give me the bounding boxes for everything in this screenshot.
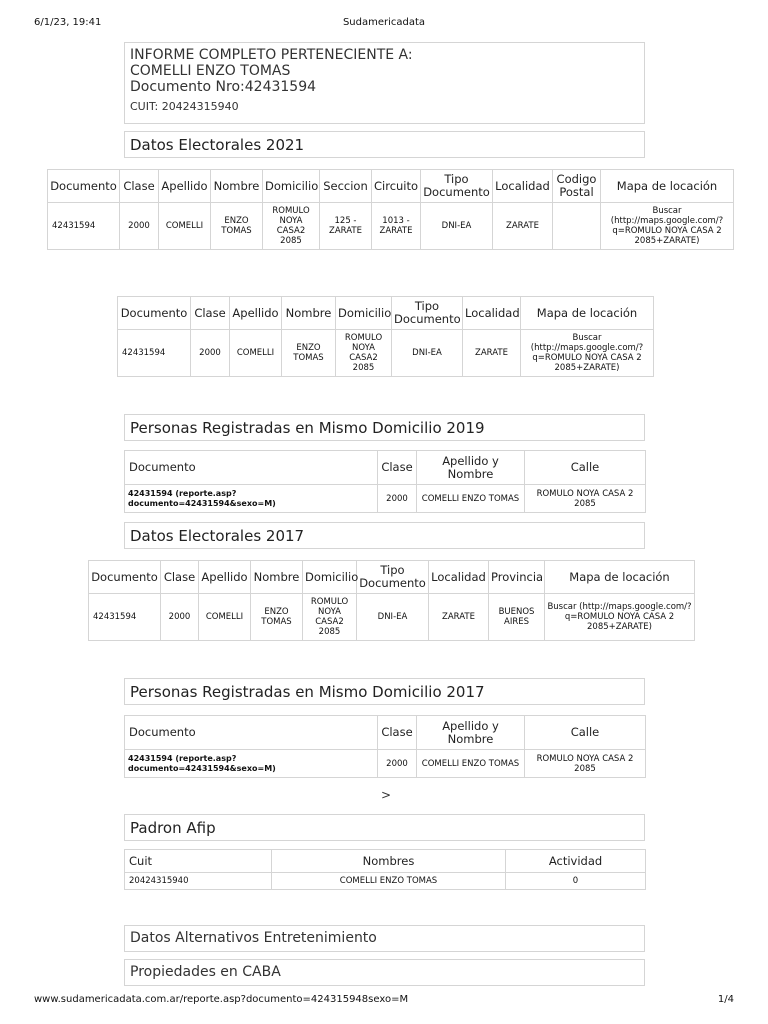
table-header-row xyxy=(125,716,646,750)
column-header: Tipo Documento xyxy=(421,170,493,203)
cell-localidad: ZARATE xyxy=(463,330,521,377)
cell-documento: 42431594 xyxy=(48,203,120,250)
table-header-row xyxy=(125,451,646,485)
column-header: Nombre xyxy=(282,297,336,330)
cell-calle: ROMULO NOYA CASA 2 2085 xyxy=(525,750,646,778)
cell-documento: 42431594 xyxy=(118,330,191,377)
map-search-link[interactable]: Buscar (http://maps.google.com/?q=ROMULO NOYA CASA 2 2085+ZARATE) xyxy=(545,594,695,641)
table-header-row xyxy=(89,561,695,594)
cell-clase: 2000 xyxy=(378,485,417,513)
cell-nombre: ENZO TOMAS xyxy=(251,594,303,641)
column-header: Mapa de locación xyxy=(601,170,734,203)
section-title-datos-alternativos[interactable]: Datos Alternativos Entretenimiento xyxy=(124,925,645,952)
cell-nombre: COMELLI ENZO TOMAS xyxy=(417,485,525,513)
cell-clase: 2000 xyxy=(191,330,230,377)
cell-circuito: 1013 - ZARATE xyxy=(372,203,421,250)
cell-clase: 2000 xyxy=(120,203,159,250)
column-header: Apellido xyxy=(199,561,251,594)
domicilio-2019-table xyxy=(124,450,646,513)
cell-tipo-documento: DNI-EA xyxy=(392,330,463,377)
column-header: Tipo Documento xyxy=(357,561,429,594)
cell-documento: 42431594 xyxy=(89,594,161,641)
domicilio-2017-table xyxy=(124,715,646,778)
electorales-2021-table xyxy=(47,169,734,250)
cell-nombre: COMELLI ENZO TOMAS xyxy=(417,750,525,778)
column-header: Apellido y Nombre xyxy=(417,716,525,750)
column-header: Codigo Postal xyxy=(553,170,601,203)
column-header: Documento xyxy=(89,561,161,594)
column-header: Apellido xyxy=(230,297,282,330)
padron-afip-table xyxy=(124,849,646,890)
cell-apellido: COMELLI xyxy=(199,594,251,641)
section-title-electorales-2021: Datos Electorales 2021 xyxy=(124,131,645,158)
section-title-electorales-2017: Datos Electorales 2017 xyxy=(124,522,645,549)
column-header: Localidad xyxy=(429,561,489,594)
cell-calle: ROMULO NOYA CASA 2 2085 xyxy=(525,485,646,513)
cell-domicilio: ROMULO NOYA CASA2 2085 xyxy=(263,203,320,250)
section-title-padron-afip: Padron Afip xyxy=(124,814,645,841)
table-header-row xyxy=(125,850,646,873)
column-header: Localidad xyxy=(493,170,553,203)
column-header: Apellido y Nombre xyxy=(417,451,525,485)
column-header: Domicilio xyxy=(336,297,392,330)
column-header: Tipo Documento xyxy=(392,297,463,330)
print-site-title: Sudamericadata xyxy=(342,17,426,28)
print-page-number: 1/4 xyxy=(717,994,734,1005)
column-header: Clase xyxy=(378,716,417,750)
table-row xyxy=(125,873,646,890)
cell-nombre: ENZO TOMAS xyxy=(282,330,336,377)
table-row xyxy=(125,485,646,513)
section-title-domicilio-2017: Personas Registradas en Mismo Domicilio 2017 xyxy=(124,678,645,705)
table-row xyxy=(118,330,654,377)
column-header: Documento xyxy=(125,716,378,750)
column-header: Nombre xyxy=(211,170,263,203)
cell-clase: 2000 xyxy=(378,750,417,778)
column-header: Clase xyxy=(191,297,230,330)
cell-nombre: ENZO TOMAS xyxy=(211,203,263,250)
cell-seccion: 125 - ZARATE xyxy=(320,203,372,250)
cell-apellido: COMELLI xyxy=(159,203,211,250)
report-person-name: COMELLI ENZO TOMAS xyxy=(130,63,291,79)
print-datetime: 6/1/23, 19:41 xyxy=(34,17,102,28)
column-header: Clase xyxy=(378,451,417,485)
report-cuit: CUIT: 20424315940 xyxy=(130,100,239,113)
cell-apellido: COMELLI xyxy=(230,330,282,377)
print-url: www.sudamericadata.com.ar/reporte.asp?documento=424315948sexo=M xyxy=(34,994,409,1005)
column-header: Documento xyxy=(48,170,120,203)
cell-tipo-documento: DNI-EA xyxy=(357,594,429,641)
cell-actividad: 0 xyxy=(506,873,646,890)
table-row xyxy=(48,203,734,250)
cell-domicilio: ROMULO NOYA CASA2 2085 xyxy=(336,330,392,377)
column-header: Domicilio xyxy=(263,170,320,203)
column-header: Documento xyxy=(125,451,378,485)
column-header: Localidad xyxy=(463,297,521,330)
column-header: Mapa de locación xyxy=(521,297,654,330)
table-header-row xyxy=(118,297,654,330)
column-header: Nombre xyxy=(251,561,303,594)
column-header: Documento xyxy=(118,297,191,330)
column-header: Calle xyxy=(525,716,646,750)
column-header: Mapa de locación xyxy=(545,561,695,594)
column-header: Domicilio xyxy=(303,561,357,594)
person-report-link[interactable]: 42431594 (reporte.asp?documento=42431594&sexo=M) xyxy=(125,485,378,513)
arrow-marker: > xyxy=(381,788,392,802)
cell-tipo-documento: DNI-EA xyxy=(421,203,493,250)
column-header: Cuit xyxy=(125,850,272,873)
cell-domicilio: ROMULO NOYA CASA2 2085 xyxy=(303,594,357,641)
section-title-propiedades-caba[interactable]: Propiedades en CABA xyxy=(124,959,645,986)
column-header: Actividad xyxy=(506,850,646,873)
column-header: Seccion xyxy=(320,170,372,203)
map-search-link[interactable]: Buscar (http://maps.google.com/?q=ROMULO NOYA CASA 2 2085+ZARATE) xyxy=(601,203,734,250)
column-header: Nombres xyxy=(272,850,506,873)
cell-nombres: COMELLI ENZO TOMAS xyxy=(272,873,506,890)
map-search-link[interactable]: Buscar (http://maps.google.com/?q=ROMULO NOYA CASA 2 2085+ZARATE) xyxy=(521,330,654,377)
cell-localidad: ZARATE xyxy=(429,594,489,641)
column-header: Calle xyxy=(525,451,646,485)
table-header-row xyxy=(48,170,734,203)
cell-codigo-postal xyxy=(553,203,601,250)
cell-localidad: ZARATE xyxy=(493,203,553,250)
column-header: Circuito xyxy=(372,170,421,203)
report-document-number: Documento Nro:42431594 xyxy=(130,79,317,95)
person-report-link[interactable]: 42431594 (reporte.asp?documento=42431594&sexo=M) xyxy=(125,750,378,778)
report-header xyxy=(124,42,645,124)
column-header: Provincia xyxy=(489,561,545,594)
cell-clase: 2000 xyxy=(161,594,199,641)
column-header: Clase xyxy=(161,561,199,594)
electorales-2021-b-table xyxy=(117,296,654,377)
report-line-1: INFORME COMPLETO PERTENECIENTE A: xyxy=(130,47,413,63)
column-header: Clase xyxy=(120,170,159,203)
table-row xyxy=(89,594,695,641)
cell-cuit: 20424315940 xyxy=(125,873,272,890)
table-row xyxy=(125,750,646,778)
section-title-domicilio-2019: Personas Registradas en Mismo Domicilio 2019 xyxy=(124,414,645,441)
column-header: Apellido xyxy=(159,170,211,203)
cell-provincia: BUENOS AIRES xyxy=(489,594,545,641)
electorales-2017-table xyxy=(88,560,695,641)
